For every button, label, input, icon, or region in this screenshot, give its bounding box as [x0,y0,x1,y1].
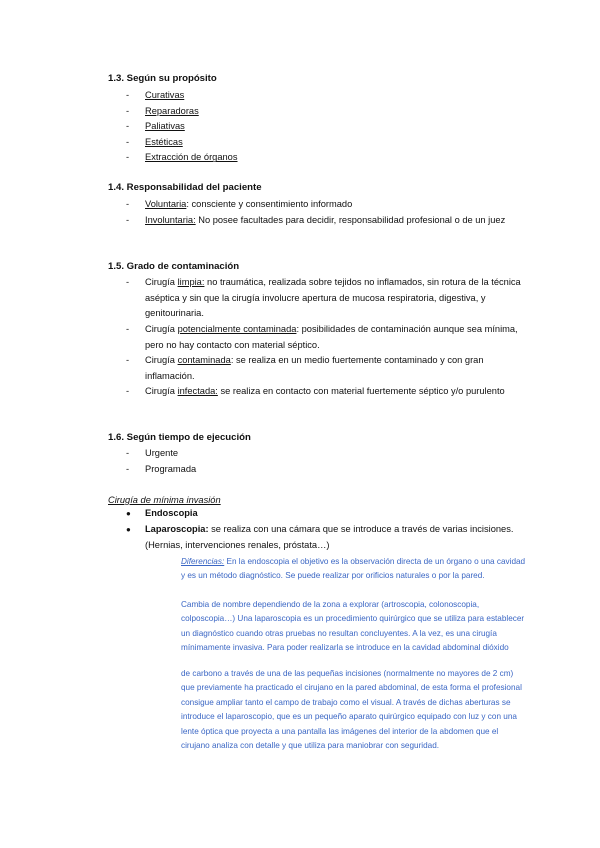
term-involuntaria: Involuntaria: [145,214,196,225]
item-prefix: Cirugía [145,386,178,396]
term-potencialmente-contaminada: potencialmente contaminada [177,324,297,334]
section-13-heading: 1.3. Según su propósito [108,73,217,84]
text-contaminada: : se realiza en un medio fuertemente contaminado y con gran inflamación. [145,355,484,381]
text-involuntaria: No posee facultades para decidir, responsabilidad profesional o de un juez [195,214,506,225]
section-16-heading: 1.6. Según tiempo de ejecución [108,432,251,443]
term-voluntaria: Voluntaria [145,199,187,209]
item-curativas: Curativas [145,90,185,100]
list-item: - Cirugía contaminada: se realiza en un medio fuertemente contaminado y con gran inflamación. [126,355,484,381]
term-infectada: infectada: [177,386,218,396]
note-paragraph-1: En la endoscopia el objetivo es la observación directa de un órgano o una cavidad y es un método diagnóstico. Se puede realizar por orificios naturales o por la pared. [181,557,526,581]
list-item: - Involuntaria: No posee facultades para decidir, responsabilidad profesional o de un juez [126,214,506,225]
note-differences [181,555,527,584]
item-prefix: Cirugía [145,324,178,334]
item-paliativas: Paliativas [145,121,185,132]
note-label: Diferencias: [181,557,225,566]
section-14-heading: 1.4. Responsabilidad del paciente [108,182,262,193]
list-item: - Programada [126,462,526,478]
list-item: - Urgente [126,446,526,462]
note-paragraph-2: Cambia de nombre dependiendo de la zona a explorar (artroscopia, colonoscopia, colposcopia…) Una laparoscopia es un procedimiento quirúrgico que se utiliza para establecer un diagnóstico cuando otras pruebas no resultan concluyentes. A la vez, es una cirugía mínimamente invasiva. Para poder realizarla se introduce en la cavidad abdominal dióxido [181,600,525,653]
item-reparadoras: Reparadoras [145,105,199,116]
item-programada: Programada [145,463,197,474]
list-item: - Cirugía potencialmente contaminada: posibilidades de contaminación aunque sea mínima, pero no hay contacto con material séptico. [126,324,518,350]
list-item: - Voluntaria: consciente y consentimiento informado [126,199,353,209]
item-extraccion: Extracción de órganos [145,152,238,163]
text-potencialmente-contaminada: : posibilidades de contaminación aunque sea mínima, pero no hay contacto con material séptico. [145,324,518,350]
bullet-item [126,522,526,553]
minimal-invasion-title: Cirugía de mínima invasión [108,495,221,505]
bullet-item [126,506,526,522]
list-item: - Reparadoras [126,104,526,120]
item-esteticas: Estéticas [145,136,183,147]
term-limpia: limpia: [177,277,205,287]
term-endoscopia: Endoscopia [145,508,198,518]
list-item: - Paliativas [126,119,526,135]
list-item: - Curativas [126,88,526,104]
list-item: - Cirugía infectada: se realiza en contacto con material fuertemente séptico y/o purulento [126,386,505,396]
note-paragraph-3: de carbono a través de una de las pequeñas incisiones (normalmente no mayores de 2 cm) que previamente ha practicado el cirujano en la pared abdominal, de esta forma el profesional consigue ampliar tanto el campo de trabajo como el visual. A través de dichas aberturas se introduce el laparoscopio, que es un pequeño aparato quirúrgico equipado con luz y con una lente óptica que proyecta a una pantalla las imágenes del interior de la abdomen que el cirujano analiza con detalle y que utiliza para maniobrar con seguridad. [181,669,522,751]
text-laparoscopia: se realiza con una cámara que se introduce a través de varias incisiones. (Hernias, intervenciones renales, próstata…) [145,524,514,550]
list-item: - Extracción de órganos [126,150,526,166]
text-voluntaria: : consciente y consentimiento informado [186,199,353,209]
term-contaminada: contaminada [177,355,231,365]
text-limpia: no traumática, realizada sobre tejidos no inflamados, sin rotura de la técnica aséptica y sin que la cirugía involucre apertura de mucosa respiratoria, digestiva, y genitourinaria. [145,277,521,319]
term-laparoscopia: Laparoscopia: [145,524,209,534]
item-prefix: Cirugía [145,277,178,287]
list-item: - Estéticas [126,135,526,151]
item-prefix: Cirugía [145,355,178,365]
bullet-icon: ● [126,525,131,534]
section-15-heading: 1.5. Grado de contaminación [108,261,240,272]
list-item: - Cirugía limpia: no traumática, realizada sobre tejidos no inflamados, sin rotura de la técnica aséptica y sin que la cirugía involucre apertura de mucosa respiratoria, digestiva, y genitourinaria. [126,277,521,319]
item-urgente: Urgente [145,448,179,458]
bullet-icon: ● [126,509,131,518]
text-infectada: se realiza en contacto con material fuertemente séptico y/o purulento [217,386,505,396]
